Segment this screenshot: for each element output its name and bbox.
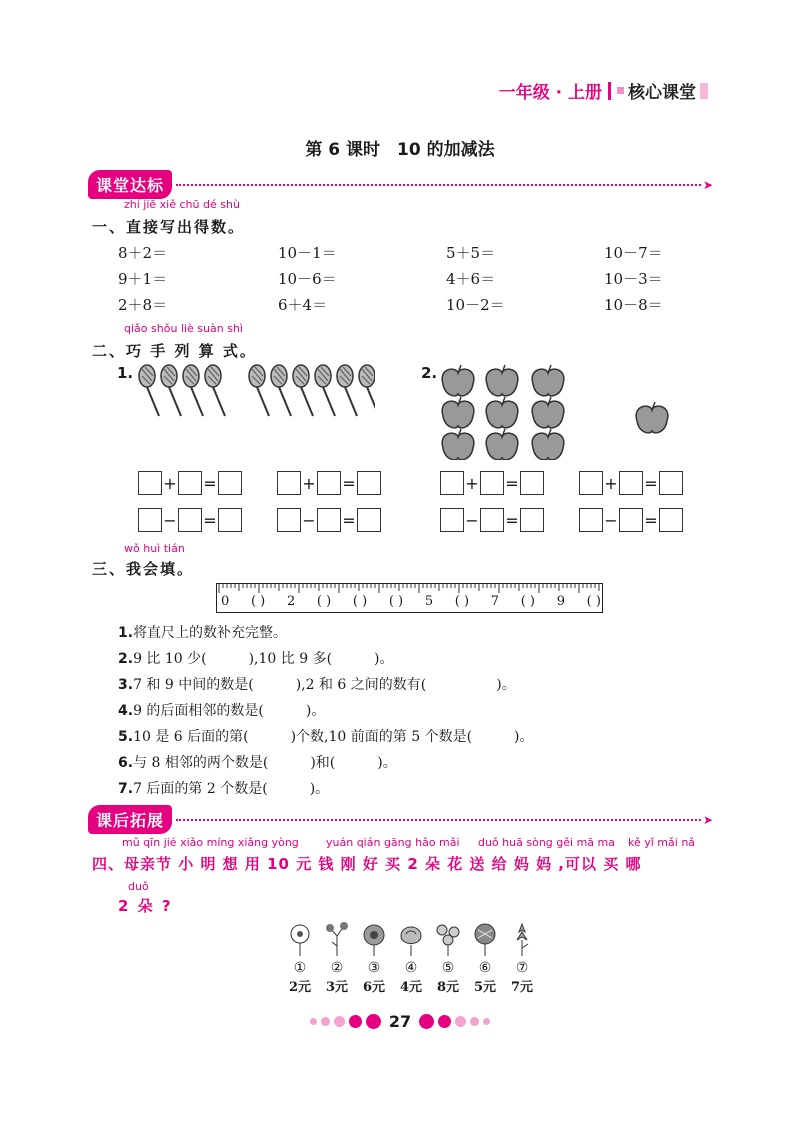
answer-box[interactable] [440, 471, 464, 495]
lollipop-icon [249, 365, 269, 416]
flower-icon [433, 922, 463, 956]
dot-icon [366, 1014, 381, 1029]
flower-item[interactable]: ③ 6元 [357, 922, 391, 995]
flower-row [283, 922, 539, 995]
ruler-blank[interactable]: ( ) [520, 594, 535, 609]
answer-box[interactable] [579, 508, 603, 532]
lollipop-icon [161, 365, 181, 416]
answer-box[interactable] [520, 471, 544, 495]
apple-icon [532, 365, 564, 396]
ruler-blank[interactable]: ( ) [316, 594, 332, 609]
pinyin: duǒ huā sòng gěi mā ma [478, 836, 615, 849]
addition-blank-row: + = [440, 471, 544, 495]
dot-icon [321, 1017, 330, 1026]
ruler-blank[interactable]: ( ) [352, 594, 368, 609]
page-footer [0, 1012, 800, 1031]
flower-icon [507, 922, 537, 956]
equation: 10－3＝ [604, 270, 663, 288]
flower-icon [322, 922, 352, 956]
ruler-label: 0 [221, 594, 230, 609]
answer-box[interactable] [317, 471, 341, 495]
answer-box[interactable] [178, 471, 202, 495]
lollipop-icon [139, 365, 159, 416]
dot-icon [349, 1015, 362, 1028]
dot-icon [334, 1016, 345, 1027]
subtraction-blank-row: − = [138, 508, 242, 532]
header-divider [608, 82, 611, 100]
equation: 9＋1＝ [118, 270, 168, 288]
ruler-labels [221, 594, 601, 609]
ruler-blank[interactable]: ( ) [454, 594, 470, 609]
pinyin: yuán qián gāng hǎo mǎi [326, 836, 460, 849]
answer-box[interactable] [480, 471, 504, 495]
lollipop-icon [271, 365, 291, 416]
dot-icon [470, 1017, 479, 1026]
fill-item: 6.与 8 相邻的两个数是( )和( )。 [118, 755, 397, 771]
answer-box[interactable] [357, 471, 381, 495]
lollipop-icon [293, 365, 313, 416]
answer-box[interactable] [619, 508, 643, 532]
flower-item[interactable]: ⑤ 8元 [431, 922, 465, 995]
pinyin: kě yǐ mǎi nǎ [628, 836, 696, 849]
equation: 10－6＝ [278, 270, 337, 288]
ruler-label: 7 [490, 594, 500, 609]
answer-box[interactable] [277, 471, 301, 495]
header-square-icon [617, 87, 624, 94]
question-3-heading: 三、我会填。 [92, 560, 195, 578]
dotted-line [176, 819, 701, 821]
lollipop-icon [205, 365, 225, 416]
series-label: 核心课堂 [628, 83, 696, 103]
answer-box[interactable] [619, 471, 643, 495]
answer-box[interactable] [138, 508, 162, 532]
arrow-right-icon: ➤ [702, 177, 713, 192]
banner-label: 课后拓展 [88, 805, 172, 834]
addition-blank-row: + = [277, 471, 381, 495]
apple-icon [486, 429, 518, 460]
fill-item: 1.将直尺上的数补充完整。 [118, 625, 288, 641]
answer-box[interactable] [317, 508, 341, 532]
addition-blank-row: + = [138, 471, 242, 495]
flower-item[interactable]: ④ 4元 [394, 922, 428, 995]
fill-item: 4.9 的后面相邻的数是( )。 [118, 703, 326, 719]
pinyin: wǒ huì tián [124, 542, 185, 555]
equation: 10－2＝ [446, 296, 505, 314]
subtraction-blank-row: − = [579, 508, 683, 532]
dot-icon [483, 1018, 490, 1025]
question-4-heading: 四、母亲节 小 明 想 用 10 元 钱 刚 好 买 2 朵 花 送 给 妈 妈 ,可以 买 哪 [92, 855, 642, 873]
apple-icon [442, 365, 474, 396]
flower-icon [285, 922, 315, 956]
ruler-ticks [217, 584, 602, 594]
lollipop-icon [359, 365, 375, 416]
answer-box[interactable] [520, 508, 544, 532]
apple-icon [532, 429, 564, 460]
lollipop-icon [337, 365, 357, 416]
lollipop-icon [315, 365, 335, 416]
fill-item: 5.10 是 6 后面的第( )个数,10 前面的第 5 个数是( )。 [118, 729, 534, 745]
section-banner-after-class [88, 805, 713, 834]
question-2-heading: 二、巧 手 列 算 式。 [92, 342, 257, 360]
flower-item[interactable]: ⑥ 5元 [468, 922, 502, 995]
apple-icon [442, 397, 474, 428]
subtraction-blank-row: − = [440, 508, 544, 532]
ruler-label: 5 [424, 594, 434, 609]
ruler-blank[interactable]: ( ) [250, 594, 266, 609]
fill-item: 3.7 和 9 中间的数是( ),2 和 6 之间的数有( )。 [118, 677, 516, 693]
flower-item[interactable]: ① 2元 [283, 922, 317, 995]
flower-item[interactable]: ⑦ 7元 [505, 922, 539, 995]
apple-icon [442, 429, 474, 460]
equation: 10－7＝ [604, 244, 663, 262]
lollipop-icon [183, 365, 203, 416]
answer-box[interactable] [579, 471, 603, 495]
dot-icon [438, 1015, 451, 1028]
ruler-label: 9 [556, 594, 565, 609]
subtraction-blank-row: − = [277, 508, 381, 532]
pinyin: duǒ [128, 880, 149, 893]
lollipops-image [135, 362, 375, 422]
lesson-title: 第 6 课时 10 的加减法 [305, 140, 495, 160]
sub-label-1: 1. [117, 364, 134, 382]
pinyin: qiǎo shǒu liè suàn shì [124, 322, 243, 335]
answer-box[interactable] [277, 508, 301, 532]
flower-icon [470, 922, 500, 956]
grade-label: 一年级 · 上册 [498, 83, 602, 103]
equation: 8＋2＝ [118, 244, 168, 262]
answer-box[interactable] [218, 471, 242, 495]
ruler [216, 583, 603, 613]
question-4-heading-cont: 2 朵 ? [118, 897, 173, 915]
equation: 10－1＝ [278, 244, 337, 262]
equation: 10－8＝ [604, 296, 663, 314]
dotted-line [176, 184, 701, 186]
fill-item: 2.9 比 10 少( ),10 比 9 多( )。 [118, 651, 394, 667]
answer-box[interactable] [659, 471, 683, 495]
sub-label-2: 2. [421, 364, 438, 382]
section-banner-classroom [88, 170, 713, 199]
answer-box[interactable] [178, 508, 202, 532]
apple-icon [486, 365, 518, 396]
flower-icon [359, 922, 389, 956]
page-number: 27 [388, 1012, 412, 1031]
apple-icon [486, 397, 518, 428]
header-tab-icon [700, 83, 708, 99]
apples-image [438, 360, 678, 460]
answer-box[interactable] [659, 508, 683, 532]
banner-label: 课堂达标 [88, 170, 172, 199]
answer-box[interactable] [480, 508, 504, 532]
page-header [499, 78, 708, 103]
answer-box[interactable] [357, 508, 381, 532]
equation: 5＋5＝ [446, 244, 496, 262]
pinyin: zhí jiē xiě chū dé shù [124, 198, 240, 211]
addition-blank-row: + = [579, 471, 683, 495]
arrow-right-icon: ➤ [702, 812, 713, 827]
dot-icon [310, 1018, 317, 1025]
equation: 4＋6＝ [446, 270, 496, 288]
answer-box[interactable] [218, 508, 242, 532]
pinyin: mǔ qīn jié xiǎo míng xiǎng yòng [122, 836, 299, 849]
ruler-blank[interactable]: ( ) [388, 594, 404, 609]
ruler-label: 2 [286, 594, 296, 609]
equation: 2＋8＝ [118, 296, 168, 314]
fill-item: 7.7 后面的第 2 个数是( )。 [118, 781, 330, 797]
dot-icon [419, 1014, 434, 1029]
question-1-heading: 一、直接写出得数。 [92, 218, 246, 236]
ruler-blank[interactable]: ( ) [586, 594, 601, 609]
apple-icon [532, 397, 564, 428]
answer-box[interactable] [440, 508, 464, 532]
flower-icon [396, 922, 426, 956]
dot-icon [455, 1016, 466, 1027]
answer-box[interactable] [138, 471, 162, 495]
equation: 6＋4＝ [278, 296, 328, 314]
flower-item[interactable]: ② 3元 [320, 922, 354, 995]
apple-icon [636, 402, 668, 433]
